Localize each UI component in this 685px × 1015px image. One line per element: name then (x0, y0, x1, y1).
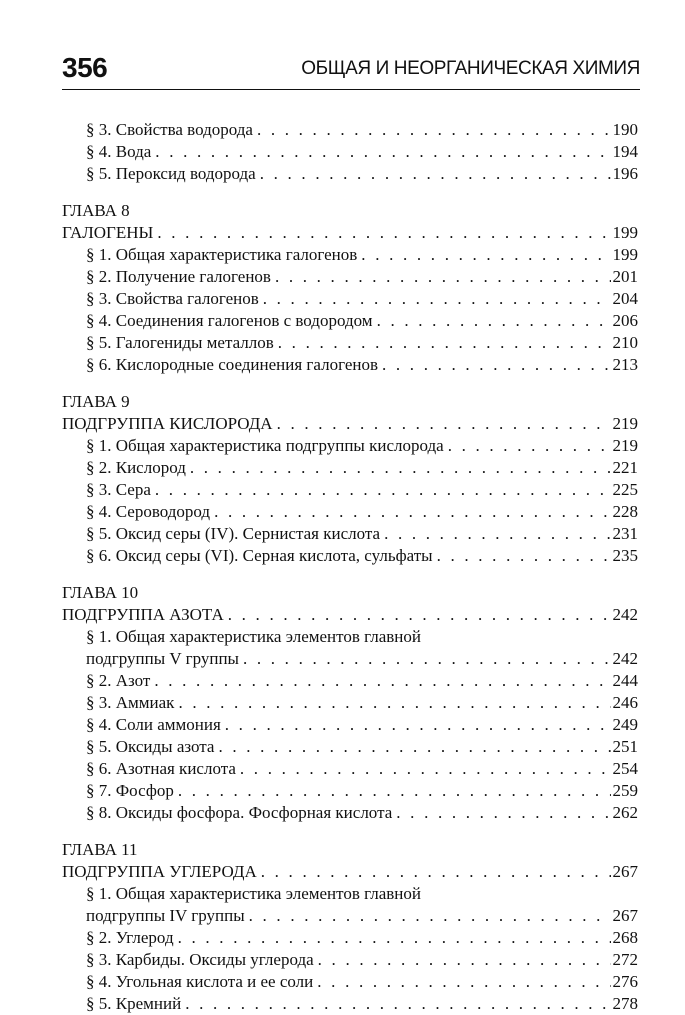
dot-leader (396, 802, 610, 824)
entry-title: § 3. Свойства водорода (86, 120, 253, 139)
entry-title: ПОДГРУППА КИСЛОРОДА (62, 414, 273, 433)
entry-page: 213 (612, 355, 638, 374)
page-number: 356 (62, 52, 108, 83)
entry-page: 206 (612, 311, 638, 330)
entry-title: подгруппы V группы (86, 649, 239, 668)
toc-section-entry (62, 244, 638, 266)
dot-leader (155, 479, 611, 501)
toc-section-entry (62, 523, 638, 545)
entry-page: 246 (612, 693, 638, 712)
entry-title: § 2. Кислород (86, 458, 186, 477)
toc-section-entry (62, 780, 638, 802)
entry-page: 268 (612, 928, 638, 947)
entry-title: подгруппы IV группы (86, 906, 245, 925)
entry-title: § 6. Оксид серы (VI). Серная кислота, сульфаты (86, 546, 433, 565)
toc-section-entry (62, 927, 638, 949)
toc-section-entry (62, 457, 638, 479)
entry-page: 242 (612, 605, 638, 624)
chapter-spacer (62, 376, 638, 391)
chapter-spacer (62, 185, 638, 200)
dot-leader (448, 435, 611, 457)
entry-title: § 4. Вода (86, 142, 152, 161)
chapter-label: ГЛАВА 11 (62, 840, 138, 859)
toc-section-entry (62, 266, 638, 288)
entry-title: ПОДГРУППА АЗОТА (62, 605, 224, 624)
entry-page: 278 (612, 994, 638, 1013)
entry-page: 228 (612, 502, 638, 521)
entry-page: 201 (612, 267, 638, 286)
dot-leader (260, 163, 611, 185)
dot-leader (361, 244, 610, 266)
dot-leader (261, 861, 611, 883)
entry-page: 231 (612, 524, 638, 543)
toc-section-entry (62, 479, 638, 501)
toc-section-entry (62, 670, 638, 692)
dot-leader (178, 780, 611, 802)
chapter-label: ГЛАВА 10 (62, 583, 139, 602)
dot-leader (240, 758, 611, 780)
toc-section-entry (62, 905, 638, 927)
running-title: ОБЩАЯ И НЕОРГАНИЧЕСКАЯ ХИМИЯ (301, 58, 640, 79)
dot-leader (157, 222, 610, 244)
entry-page: 254 (612, 759, 638, 778)
entry-title: § 5. Пероксид водорода (86, 164, 256, 183)
entry-title: § 4. Сероводород (86, 502, 211, 521)
entry-title: § 5. Оксид серы (IV). Сернистая кислота (86, 524, 381, 543)
toc-section-entry (62, 758, 638, 780)
toc-section-entry (62, 736, 638, 758)
entry-page: 194 (612, 142, 638, 161)
toc-section-entry (62, 714, 638, 736)
entry-page: 272 (612, 950, 638, 969)
dot-leader (277, 413, 611, 435)
toc-section-entry (62, 648, 638, 670)
entry-page: 204 (612, 289, 638, 308)
dot-leader (318, 949, 611, 971)
entry-page: 242 (612, 649, 638, 668)
header-rule (62, 89, 640, 90)
toc-section-entry (62, 949, 638, 971)
entry-page: 259 (612, 781, 638, 800)
dot-leader (190, 457, 611, 479)
entry-page: 199 (612, 223, 638, 242)
chapter-label: ГЛАВА 9 (62, 392, 130, 411)
dot-leader (228, 604, 611, 626)
dot-leader (225, 714, 611, 736)
chapter-title-entry (62, 604, 638, 626)
entry-page: 235 (612, 546, 638, 565)
entry-title: § 4. Угольная кислота и ее соли (86, 972, 314, 991)
chapter-title-entry (62, 861, 638, 883)
dot-leader (377, 310, 611, 332)
dot-leader (437, 545, 611, 567)
dot-leader (218, 736, 610, 758)
section-title-first-line: § 1. Общая характеристика элементов главной (86, 627, 421, 646)
toc-section-entry (62, 288, 638, 310)
entry-page: 196 (612, 164, 638, 183)
entry-title: § 4. Соединения галогенов с водородом (86, 311, 373, 330)
entry-title: § 2. Азот (86, 671, 151, 690)
dot-leader (154, 670, 610, 692)
entry-page: 267 (612, 862, 638, 881)
entry-title: § 5. Галогениды металлов (86, 333, 274, 352)
dot-leader (384, 523, 610, 545)
dot-leader (178, 692, 610, 714)
entry-title: § 3. Сера (86, 480, 151, 499)
entry-page: 225 (612, 480, 638, 499)
entry-title: § 3. Аммиак (86, 693, 175, 712)
entry-title: § 2. Получение галогенов (86, 267, 271, 286)
entry-page: 210 (612, 333, 638, 352)
dot-leader (249, 905, 611, 927)
toc-section-entry (62, 141, 638, 163)
dot-leader (178, 927, 611, 949)
dot-leader (243, 648, 611, 670)
chapter-label: ГЛАВА 8 (62, 201, 130, 220)
entry-title: § 6. Кислородные соединения галогенов (86, 355, 378, 374)
entry-title: § 5. Оксиды азота (86, 737, 215, 756)
dot-leader (257, 119, 611, 141)
dot-leader (214, 501, 610, 523)
toc-section-entry (62, 332, 638, 354)
entry-page: 251 (612, 737, 638, 756)
chapter-title-entry (62, 413, 638, 435)
entry-title: § 7. Фосфор (86, 781, 174, 800)
entry-title: ПОДГРУППА УГЛЕРОДА (62, 862, 257, 881)
chapter-spacer (62, 824, 638, 839)
toc-section-entry (62, 435, 638, 457)
entry-title: § 5. Кремний (86, 994, 182, 1013)
entry-title: § 4. Соли аммония (86, 715, 221, 734)
chapter-title-entry (62, 222, 638, 244)
entry-title: § 8. Оксиды фосфора. Фосфорная кислота (86, 803, 393, 822)
toc-section-entry (62, 545, 638, 567)
dot-leader (278, 332, 611, 354)
dot-leader (155, 141, 610, 163)
toc-section-entry (62, 310, 638, 332)
entry-page: 219 (612, 414, 638, 433)
entry-page: 221 (612, 458, 638, 477)
page-header (62, 52, 640, 92)
toc-section-entry (62, 354, 638, 376)
dot-leader (317, 971, 610, 993)
toc-section-entry (62, 501, 638, 523)
toc-section-entry (62, 692, 638, 714)
entry-title: § 3. Свойства галогенов (86, 289, 259, 308)
table-of-contents (62, 119, 638, 1015)
entry-page: 262 (612, 803, 638, 822)
toc-section-entry (62, 971, 638, 993)
dot-leader (382, 354, 611, 376)
toc-section-entry (62, 163, 638, 185)
entry-page: 190 (612, 120, 638, 139)
entry-page: 276 (612, 972, 638, 991)
entry-title: § 1. Общая характеристика галогенов (86, 245, 358, 264)
entry-page: 249 (612, 715, 638, 734)
dot-leader (263, 288, 611, 310)
entry-page: 267 (612, 906, 638, 925)
toc-section-entry (62, 802, 638, 824)
entry-title: § 3. Карбиды. Оксиды углерода (86, 950, 314, 969)
dot-leader (275, 266, 611, 288)
entry-page: 219 (612, 436, 638, 455)
entry-title: § 2. Углерод (86, 928, 174, 947)
chapter-spacer (62, 567, 638, 582)
section-title-first-line: § 1. Общая характеристика элементов главной (86, 884, 421, 903)
entry-page: 244 (612, 671, 638, 690)
toc-section-entry (62, 119, 638, 141)
entry-title: § 6. Азотная кислота (86, 759, 236, 778)
entry-page: 199 (612, 245, 638, 264)
dot-leader (185, 993, 610, 1015)
entry-title: § 1. Общая характеристика подгруппы кислорода (86, 436, 444, 455)
toc-section-entry (62, 993, 638, 1015)
entry-title: ГАЛОГЕНЫ (62, 223, 154, 242)
